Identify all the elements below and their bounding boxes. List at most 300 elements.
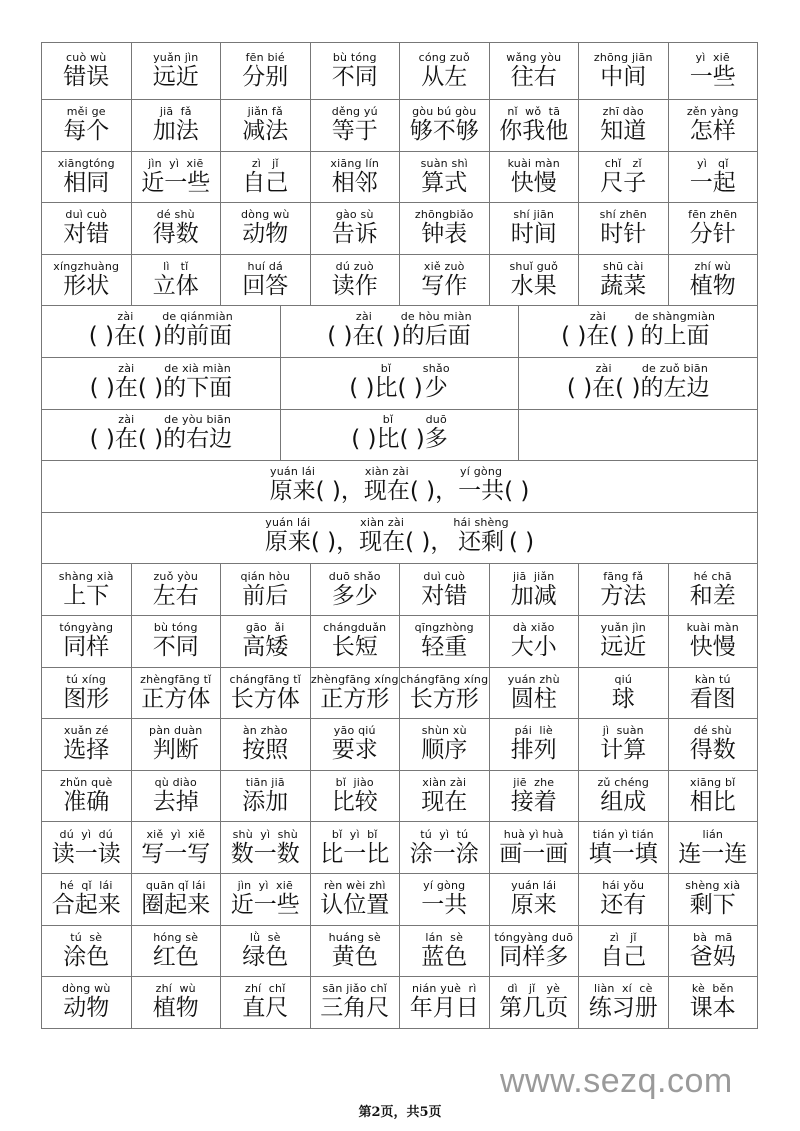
hanzi-word: 钟表 (421, 221, 468, 248)
pinyin: de shàngmiàn (634, 309, 716, 323)
pinyin: bù tóng (153, 621, 198, 635)
pinyin: gòu bú gòu (412, 105, 477, 119)
table-row (42, 719, 758, 771)
hanzi-word: 怎样 (689, 118, 736, 145)
pinyin: wǎng yòu (506, 51, 562, 64)
sentence-row (42, 358, 758, 410)
hanzi-word: 立体 (152, 273, 199, 300)
hanzi-word: 涂色 (63, 943, 110, 970)
word-cell (400, 977, 490, 1029)
word-cell (42, 874, 132, 926)
word-cell (311, 616, 401, 668)
pinyin: xiě yì xiě (146, 827, 206, 841)
word-cell (221, 152, 311, 204)
word-cell (42, 822, 132, 874)
pinyin: shèng xià (685, 879, 741, 893)
table-row (42, 152, 758, 204)
word-cell (42, 616, 132, 668)
table-row (42, 874, 758, 926)
pinyin: zhí wù (155, 982, 196, 996)
sentence-text: ( ) (137, 426, 164, 453)
pinyin: yì qǐ (697, 156, 729, 170)
word-cell (42, 977, 132, 1029)
pinyin: pàn duàn (149, 724, 203, 738)
word-cell (669, 719, 759, 771)
pinyin: duì cuò (65, 208, 108, 222)
hanzi-word: 分别 (242, 64, 289, 90)
hanzi-word: 蔬菜 (600, 273, 647, 300)
word-cell (669, 771, 759, 823)
hanzi-word: 计算 (600, 737, 647, 764)
sentence-segment (90, 413, 115, 453)
pinyin: zì jǐ (609, 930, 637, 944)
word-cell (490, 203, 580, 255)
hanzi-word: 准确 (63, 789, 110, 816)
sentence-row (42, 410, 758, 462)
pinyin: zhí chǐ (245, 982, 286, 996)
word-cell (400, 926, 490, 978)
pinyin: gāo ǎi (245, 621, 285, 635)
word-cell (579, 255, 669, 307)
vocabulary-table (41, 42, 758, 1029)
sentence-text: 比 (376, 426, 400, 453)
sentence-text: 一共 (458, 477, 505, 504)
sentence-segment (163, 413, 232, 453)
sentence-segment (423, 362, 450, 402)
pinyin: zhí wù (694, 260, 731, 274)
word-cell (400, 43, 490, 100)
sentence-segment (163, 362, 232, 402)
pinyin: zài (118, 413, 135, 427)
sentence-cell (281, 410, 520, 462)
hanzi-word: 三角尺 (320, 995, 390, 1022)
sentence-text: 在 (592, 374, 616, 401)
word-cell (311, 43, 401, 100)
word-cell (579, 874, 669, 926)
pinyin: dú zuò (335, 260, 374, 274)
sentence-segment (138, 413, 163, 453)
word-cell (669, 100, 759, 152)
pinyin: huí dá (247, 260, 283, 274)
sentence-text: ( ) (609, 322, 635, 349)
word-cell (579, 926, 669, 978)
pinyin: hóng sè (153, 930, 199, 944)
pinyin: tóngyàng (59, 621, 114, 635)
pinyin: bǐ jiào (335, 776, 374, 790)
pinyin: de qiánmiàn (162, 309, 233, 323)
hanzi-word: 对错 (421, 582, 468, 609)
sentence-text: ( ) (351, 426, 377, 453)
pinyin: tú xíng (66, 672, 107, 686)
hanzi-word: 看图 (689, 685, 736, 712)
sentence-text: 的左边 (640, 374, 710, 401)
hanzi-word: 图形 (63, 685, 110, 712)
pinyin: kuài màn (686, 621, 739, 635)
pinyin: bǐ yì bǐ (331, 827, 378, 841)
word-cell (579, 719, 669, 771)
hanzi-word: 相邻 (331, 169, 378, 196)
pinyin: suàn shì (420, 156, 468, 170)
word-cell (42, 203, 132, 255)
sentence-text: ( ) (375, 322, 401, 349)
word-cell (669, 616, 759, 668)
hanzi-word: 自己 (600, 943, 647, 970)
pinyin: tián yì tián (592, 827, 654, 841)
pinyin: jì suàn (602, 724, 644, 738)
word-cell (311, 564, 401, 616)
pinyin: jiā fǎ (159, 105, 192, 119)
sentence-segment (316, 465, 364, 505)
sentence-text: 比 (374, 374, 398, 401)
sentence-text: ( ) (89, 426, 115, 453)
word-cell (132, 43, 222, 100)
hanzi-word: 每个 (63, 118, 110, 145)
pinyin: de xià miàn (164, 361, 231, 375)
word-cell (490, 874, 580, 926)
word-cell (669, 152, 759, 204)
pinyin: zài (117, 309, 134, 323)
word-cell (669, 255, 759, 307)
sentence-text: ( ) (615, 374, 641, 401)
pinyin: huà yì huà (503, 827, 564, 841)
sentence-cell (281, 358, 520, 410)
word-cell (132, 616, 222, 668)
word-cell (490, 977, 580, 1029)
sentence-text: 在 (586, 322, 610, 349)
word-cell (400, 822, 490, 874)
hanzi-word: 算式 (421, 169, 468, 196)
hanzi-word: 大小 (510, 634, 557, 661)
word-cell (221, 100, 311, 152)
word-cell (400, 564, 490, 616)
sentence-text: 原来 (269, 477, 316, 504)
pinyin: shǎo (422, 361, 450, 375)
word-cell (132, 719, 222, 771)
word-cell (132, 926, 222, 978)
sentence-segment (458, 465, 504, 505)
sentence-text: ( )， (405, 529, 454, 556)
hanzi-word: 远近 (152, 64, 199, 90)
pinyin: tóngyàng duō (494, 930, 574, 944)
sentence-text: ( )， (315, 477, 364, 504)
pinyin: fēn zhēn (688, 208, 738, 222)
pinyin: cóng zuǒ (418, 51, 470, 64)
sentence-segment (609, 310, 634, 350)
word-cell (311, 100, 401, 152)
sentence-cell (42, 513, 758, 565)
sentence-segment (398, 362, 423, 402)
hanzi-word: 减法 (242, 118, 289, 145)
word-cell (579, 203, 669, 255)
word-cell (579, 977, 669, 1029)
pinyin: dà xiǎo (512, 621, 555, 635)
hanzi-word: 形状 (63, 273, 110, 300)
sentence-segment (509, 516, 534, 556)
hanzi-word: 近一些 (141, 169, 211, 196)
sentence-text: 现在 (363, 477, 410, 504)
hanzi-word: 正方体 (141, 685, 211, 712)
hanzi-word: 顺序 (421, 737, 468, 764)
sentence-cell (42, 461, 758, 513)
hanzi-word: 长方形 (409, 685, 479, 712)
hanzi-word: 时针 (600, 221, 647, 248)
hanzi-word: 回答 (242, 273, 289, 300)
word-cell (579, 152, 669, 204)
pinyin: hé qǐ lái (59, 879, 113, 893)
sentence-segment (90, 362, 115, 402)
pinyin: de hòu miàn (400, 309, 472, 323)
hanzi-word: 选择 (63, 737, 110, 764)
sentence-segment (327, 310, 352, 350)
pinyin: quān qǐ lái (145, 879, 206, 893)
pinyin: jìn yì xiē (237, 879, 293, 893)
hanzi-word: 近一些 (230, 892, 300, 919)
sentence-segment (504, 465, 529, 505)
hanzi-word: 判断 (152, 737, 199, 764)
pinyin: kàn tú (694, 672, 731, 686)
pinyin: de zuǒ biān (641, 361, 709, 375)
pinyin: xíngzhuàng (53, 260, 120, 274)
hanzi-word: 加法 (152, 118, 199, 145)
table-row (42, 668, 758, 720)
pinyin: yāo qiú (333, 724, 376, 738)
sentence-cell (42, 306, 281, 358)
sentence-segment (425, 413, 448, 453)
word-cell (132, 100, 222, 152)
word-cell (221, 874, 311, 926)
pinyin: měi ge (66, 105, 106, 119)
pinyin: gào sù (335, 208, 374, 222)
word-cell (669, 564, 759, 616)
pinyin: zhōngbiǎo (414, 208, 474, 222)
sentence-segment (359, 516, 405, 556)
sentence-cell (42, 410, 281, 462)
word-cell (221, 616, 311, 668)
pinyin: àn zhào (242, 724, 288, 738)
pinyin: dòng wù (240, 208, 290, 222)
pinyin: jiā jiǎn (513, 569, 555, 583)
hanzi-word: 快慢 (689, 634, 736, 661)
word-cell (311, 255, 401, 307)
pinyin: jìn yì xiē (148, 156, 204, 170)
sentence-text: ( ) (88, 322, 114, 349)
sentence-text: ( ) (89, 374, 115, 401)
pinyin: hái yǒu (602, 879, 645, 893)
hanzi-word: 原来 (510, 892, 557, 919)
word-cell (221, 43, 311, 100)
hanzi-word: 分针 (689, 221, 736, 248)
hanzi-word: 比一比 (320, 840, 390, 867)
sentence-segment (349, 362, 374, 402)
hanzi-word: 黄色 (331, 943, 378, 970)
word-cell (400, 203, 490, 255)
word-cell (669, 822, 759, 874)
word-cell (311, 152, 401, 204)
pinyin: zài (355, 309, 373, 323)
table-row (42, 926, 758, 978)
hanzi-word: 接着 (510, 789, 557, 816)
sentence-text: 少 (424, 374, 448, 401)
pinyin: shí zhēn (599, 208, 647, 222)
pinyin: yuán zhù (507, 672, 560, 686)
watermark: www.sezq.com (500, 1062, 733, 1100)
hanzi-word: 要求 (331, 737, 378, 764)
table-row (42, 564, 758, 616)
word-cell (669, 668, 759, 720)
sentence-segment (586, 310, 609, 350)
hanzi-word: 方法 (600, 582, 647, 609)
pinyin: kuài màn (507, 156, 560, 170)
sentence-text: 在 (114, 426, 138, 453)
sentence-row (42, 461, 758, 513)
sentence-text: 的右边 (163, 426, 233, 453)
pinyin: xiàn zài (360, 516, 405, 530)
pinyin: zì jǐ (251, 156, 279, 170)
sentence-segment (115, 362, 138, 402)
hanzi-word: 不同 (331, 64, 378, 90)
sentence-text: 的后面 (401, 322, 471, 349)
word-cell (42, 43, 132, 100)
pinyin: xiāngtóng (57, 156, 115, 170)
hanzi-word: 绿色 (242, 943, 289, 970)
word-cell (579, 822, 669, 874)
sentence-segment (453, 516, 509, 556)
hanzi-word: 一起 (689, 169, 736, 196)
pinyin: zhī dào (602, 105, 644, 119)
hanzi-word: 动物 (242, 221, 289, 248)
sentence-segment (635, 310, 716, 350)
word-cell (490, 668, 580, 720)
pinyin: chángfāng tǐ (229, 672, 302, 686)
hanzi-word: 写一写 (141, 840, 211, 867)
sentence-text: 在 (113, 322, 137, 349)
word-cell (221, 668, 311, 720)
sentence-text: ( ) (561, 322, 587, 349)
sentence-text: ( )， (310, 529, 360, 556)
page-number: 第2页，共5页 (358, 1105, 442, 1120)
word-cell (42, 564, 132, 616)
pinyin: chángfāng xíng (400, 672, 489, 686)
pinyin: yuán lái (265, 516, 311, 530)
pinyin: bǐ (380, 361, 392, 375)
word-cell (400, 874, 490, 926)
word-cell (311, 771, 401, 823)
pinyin: shùn xù (421, 724, 467, 738)
hanzi-word: 长方体 (230, 685, 300, 712)
hanzi-word: 比较 (331, 789, 378, 816)
word-cell (579, 100, 669, 152)
pinyin: zhǔn què (59, 776, 113, 790)
word-cell (669, 203, 759, 255)
hanzi-word: 填一填 (588, 840, 658, 867)
hanzi-word: 涂一涂 (409, 840, 479, 867)
word-cell (490, 100, 580, 152)
hanzi-word: 数一数 (230, 840, 300, 867)
sentence-text: ( ) (508, 529, 535, 556)
pinyin: huáng sè (328, 930, 381, 944)
hanzi-word: 还有 (600, 892, 647, 919)
pinyin: zhèngfāng tǐ (140, 672, 212, 686)
hanzi-word: 左右 (152, 582, 199, 609)
pinyin: bǐ (382, 413, 394, 427)
hanzi-word: 往右 (510, 64, 557, 90)
hanzi-word: 同样 (63, 634, 110, 661)
sentence-text: 现在 (359, 529, 406, 556)
pinyin: xiàn zài (364, 464, 409, 478)
pinyin: dé shù (156, 208, 195, 222)
sentence-segment (615, 362, 640, 402)
hanzi-word: 不同 (152, 634, 199, 661)
word-cell (579, 616, 669, 668)
word-cell (400, 152, 490, 204)
sentence-segment (400, 413, 425, 453)
word-cell (132, 255, 222, 307)
hanzi-word: 圆柱 (510, 685, 557, 712)
sentence-text: ( ) (327, 322, 353, 349)
word-cell (132, 977, 222, 1029)
word-cell (579, 668, 669, 720)
word-cell (311, 822, 401, 874)
sentence-cell (519, 410, 758, 462)
hanzi-word: 轻重 (421, 634, 468, 661)
word-cell (400, 255, 490, 307)
hanzi-word: 快慢 (510, 169, 557, 196)
hanzi-word: 排列 (510, 737, 557, 764)
sentence-text: ( ) (137, 374, 164, 401)
hanzi-word: 植物 (152, 995, 199, 1022)
hanzi-word: 对错 (63, 221, 110, 248)
word-cell (400, 771, 490, 823)
word-cell (221, 977, 311, 1029)
word-cell (311, 926, 401, 978)
word-cell (311, 668, 401, 720)
pinyin: shuǐ guǒ (509, 260, 558, 274)
hanzi-word: 认位置 (320, 892, 390, 919)
sentence-row (42, 513, 758, 565)
sentence-segment (364, 465, 410, 505)
word-cell (42, 152, 132, 204)
word-cell (669, 977, 759, 1029)
word-cell (221, 203, 311, 255)
sentence-segment (401, 310, 472, 350)
hanzi-word: 时间 (510, 221, 557, 248)
hanzi-word: 练习册 (588, 995, 658, 1022)
hanzi-word: 添加 (242, 789, 289, 816)
word-cell (400, 616, 490, 668)
word-cell (490, 43, 580, 100)
hanzi-word: 按照 (242, 737, 289, 764)
sentence-text: 的下面 (163, 374, 233, 401)
sentence-segment (375, 362, 398, 402)
pinyin: jiǎn fǎ (247, 105, 283, 119)
word-cell (490, 926, 580, 978)
word-cell (311, 719, 401, 771)
sentence-text: 的前面 (163, 322, 233, 349)
pinyin: kè běn (691, 982, 734, 996)
sentence-cell (519, 306, 758, 358)
sentence-text: 多 (424, 426, 448, 453)
sentence-text: 还剩 (458, 529, 505, 556)
pinyin: cuò wù (66, 51, 107, 64)
pinyin: lì tǐ (163, 260, 189, 274)
hanzi-word: 够不够 (409, 118, 479, 145)
pinyin: děng yú (331, 105, 378, 119)
word-cell (42, 100, 132, 152)
hanzi-word: 一共 (421, 892, 468, 919)
pinyin: lián (702, 827, 724, 841)
hanzi-word: 爸妈 (689, 943, 736, 970)
pinyin: nián yuè rì (412, 982, 477, 996)
